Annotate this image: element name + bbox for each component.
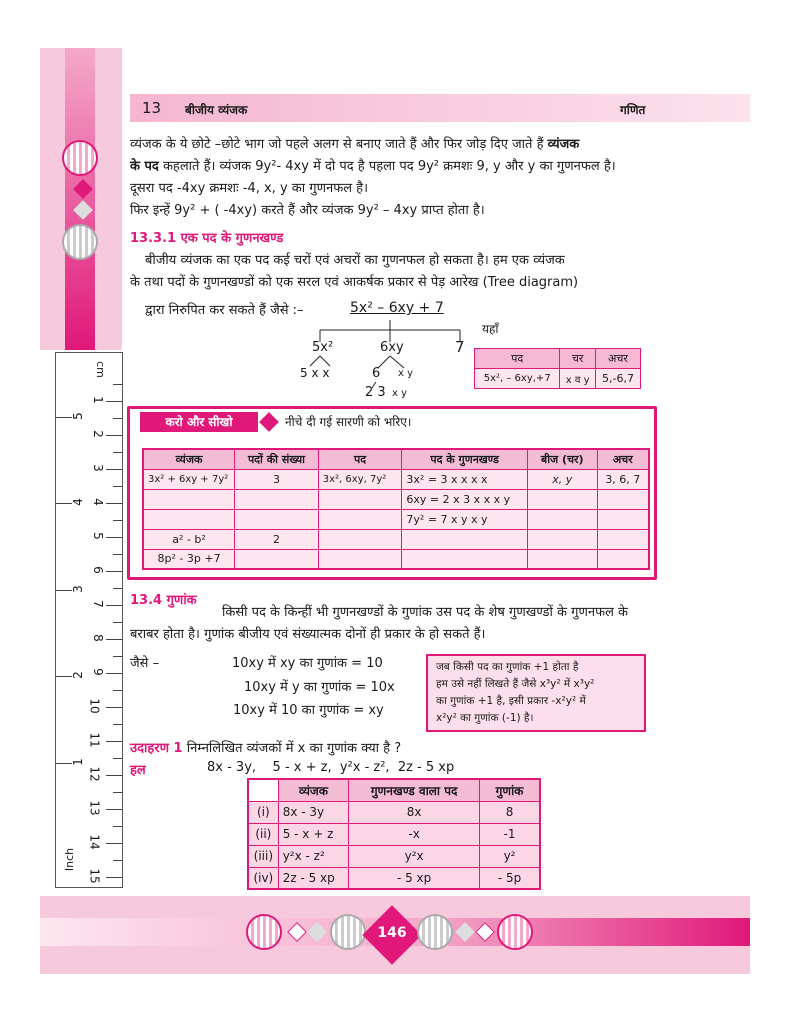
table-cell [143, 489, 235, 509]
table-row [143, 549, 649, 569]
section-heading-134: 13.4 गुणांक [130, 593, 197, 608]
ruler-cm-number: 1 [91, 396, 106, 404]
tree-lines [300, 318, 480, 398]
table-cell [235, 549, 319, 569]
note-box [426, 654, 646, 732]
note-line: जब किसी पद का गुणांक +1 होता है [436, 661, 579, 673]
table-header-cell: पद [475, 349, 560, 369]
small-table [474, 348, 641, 389]
ruler-cm-number: 10 [87, 698, 102, 714]
ruler-cm-tick [106, 877, 122, 878]
coef-example-2: 10xy में y का गुणांक = 10x [244, 680, 395, 695]
example-expressions: 8x - 3y, 5 - x + z, y²x - z², 2z - 5 xp [207, 760, 455, 775]
s134-line1: किसी पद के किन्हीं भी गुणनखण्डों के गुणांक उस पद के शेष गुणखण्डों के गुणनफल के [222, 605, 629, 620]
coef-example-3: 10xy में 10 का गुणांक = xy [233, 703, 384, 718]
ruler-image [55, 352, 123, 888]
chapter-title: बीजीय व्यंजक [185, 103, 248, 117]
table-cell: 8x [349, 801, 480, 823]
para1-line4: फिर इन्हें 9y² + ( -4xy) करते हैं और व्यंजक 9y² – 4xy प्राप्त होता है। [130, 203, 485, 218]
ruler-cm-number: 3 [91, 464, 106, 472]
table-cell: 8 [480, 801, 540, 823]
ruler-cm-tick [106, 537, 122, 538]
example1-header [130, 738, 401, 756]
table-cell: (ii) [248, 823, 278, 845]
tree-node-6xy: 6xy [380, 340, 404, 355]
table-cell: 6xy = 2 x 3 x x x y [402, 489, 527, 509]
table-cell: 8x - 3y [278, 801, 348, 823]
ruler-half-tick [113, 452, 122, 453]
table-cell: 5x², – 6xy,+7 [475, 369, 560, 389]
note-line: x²y² का गुणांक (-1) है। [436, 712, 534, 724]
ruler-cm-tick [106, 809, 122, 810]
para1-line1-bold: व्यंजक [547, 137, 580, 152]
section-134-text [130, 602, 750, 646]
ruler-cm-tick [106, 401, 122, 402]
table-header-cell: पद [318, 449, 402, 469]
table-cell: y²x [349, 845, 480, 867]
coef-example-1: 10xy में xy का गुणांक = 10 [232, 656, 383, 671]
ruler-inch-number: 5 [70, 412, 85, 420]
table-cell [235, 489, 319, 509]
ball-icon [497, 914, 533, 950]
table-cell: 3x² = 3 x x x x [402, 469, 527, 489]
ruler-cm-number: 8 [91, 634, 106, 642]
table-cell: -x [349, 823, 480, 845]
ruler-cm-tick [106, 469, 122, 470]
ruler-cm-tick [106, 605, 122, 606]
table-cell: - 5 xp [349, 867, 480, 889]
karo-instruction: नीचे दी गई सारणी को भरिए। [285, 415, 412, 429]
ruler-half-tick [113, 758, 122, 759]
table-cell: 3x² + 6xy + 7y² [143, 469, 235, 489]
example-table [247, 778, 541, 890]
example-label: उदाहरण 1 [130, 741, 183, 756]
table-cell: 8p² - 3p +7 [143, 549, 235, 569]
table-cell [143, 509, 235, 529]
ruler-cm-number: 14 [87, 834, 102, 850]
ruler-cm-number: 5 [91, 532, 106, 540]
ruler-inch-number: 4 [70, 498, 85, 507]
note-line: का गुणांक +1 है, इसी प्रकार -x²y² में [436, 695, 586, 707]
tree-leaf-xy: x y [398, 368, 414, 379]
hal-label: हल [130, 763, 146, 778]
chapter-number: 13 [142, 99, 162, 117]
table-header-cell: चर [560, 349, 596, 369]
table-cell: y² [480, 845, 540, 867]
table-cell: -1 [480, 823, 540, 845]
table-cell [235, 509, 319, 529]
table-cell [402, 549, 527, 569]
table-cell: a² - b² [143, 529, 235, 549]
jaise-label: जैसे – [130, 656, 160, 671]
s1331-line3: द्वारा निरुपित कर सकते हैं जैसे :– [145, 303, 304, 318]
ruler-cm-tick [106, 503, 122, 504]
ruler-cm-tick [106, 741, 122, 742]
ruler-cm-number: 15 [87, 868, 102, 884]
table-row [248, 779, 540, 801]
table-cell [597, 529, 649, 549]
table-header-cell [248, 779, 278, 801]
table-cell: y²x - z² [278, 845, 348, 867]
karo-label: करो और सीखो [140, 412, 258, 432]
note-line: हम उसे नहीं लिखते हैं जैसे x³y² में x³y² [436, 678, 595, 690]
table-cell [527, 509, 597, 529]
table-cell [597, 549, 649, 569]
ruler-cm-tick [106, 775, 122, 776]
para1-line2: कहलाते हैं। व्यंजक 9y²- 4xy में दो पद है पहला पद 9y² क्रमशः 9, y और y का गुणनफल है। [162, 159, 616, 174]
ruler-inch-tick [56, 763, 72, 764]
s1331-line2: के तथा पदों के गुणनखण्डों को एक सरल एवं आकर्षक प्रकार से पेड़ आरेख (Tree diagram) [130, 275, 579, 290]
table-cell [402, 529, 527, 549]
ruler-cm-number: 2 [91, 430, 106, 438]
table-cell: x, y [527, 469, 597, 489]
ruler-cm-tick [106, 435, 122, 436]
table-row [143, 449, 649, 469]
left-decor-bar [65, 48, 95, 350]
ruler-inch-label: Inch [63, 847, 77, 872]
table-row [143, 529, 649, 549]
ruler-cm-tick [106, 639, 122, 640]
ruler-half-tick [113, 486, 122, 487]
table-cell: (i) [248, 801, 278, 823]
table-cell: 7y² = 7 x y x y [402, 509, 527, 529]
ruler-cm-tick [106, 673, 122, 674]
s1331-line1: बीजीय व्यंजक का एक पद कई चरों एवं अचरों का गुणनफल हो सकता है। हम एक व्यंजक [145, 253, 565, 268]
ruler-half-tick [113, 418, 122, 419]
table-cell [318, 549, 402, 569]
tree-node-5x2: 5x² [312, 340, 334, 355]
ruler-cm-number: 11 [87, 732, 102, 748]
table-header-cell: व्यंजक [143, 449, 235, 469]
table-cell: 3 [235, 469, 319, 489]
ruler-cm-number: 13 [87, 800, 102, 816]
table-row [143, 489, 649, 509]
para1-line2-bold: के पद [130, 159, 159, 174]
ruler-cm-number: 4 [91, 498, 106, 506]
ruler-cm-tick [106, 707, 122, 708]
table-cell [527, 529, 597, 549]
table-cell: (iii) [248, 845, 278, 867]
ruler-inch-tick [56, 676, 72, 677]
para1-line1: व्यंजक के ये छोटे –छोटे भाग जो पहले अलग से बनाए जाते हैं और फिर जोड़ दिए जाते हैं [130, 137, 544, 152]
table-cell: x व y [560, 369, 596, 389]
ruler-inch-number: 3 [70, 584, 85, 593]
table-cell: 5 - x + z [278, 823, 348, 845]
table-cell [318, 489, 402, 509]
ruler-half-tick [113, 724, 122, 725]
table-header-cell: अचर [597, 449, 649, 469]
para1 [130, 134, 750, 222]
tree-leaf-23: 2 3 [365, 385, 386, 400]
ruler-half-tick [113, 622, 122, 623]
tree-root: 5x² – 6xy + 7 [350, 300, 444, 316]
ruler-cm-label: cm [93, 361, 107, 378]
ruler-inch-number: 2 [70, 671, 85, 680]
tree-leaf-xy2: x y [392, 388, 408, 399]
ball-icon [330, 914, 366, 950]
table-header-cell: बीज (चर) [527, 449, 597, 469]
ruler-inch-tick [56, 417, 72, 418]
table-cell: 2z - 5 xp [278, 867, 348, 889]
ruler-cm-number: 6 [91, 566, 106, 574]
table-cell [318, 529, 402, 549]
section-1331-text [130, 250, 750, 294]
table-cell: 3, 6, 7 [597, 469, 649, 489]
table-header-cell: अचर [595, 349, 640, 369]
table-cell [527, 549, 597, 569]
karo-table [142, 448, 650, 570]
tree-node-7: 7 [455, 338, 465, 356]
table-row [248, 801, 540, 823]
table-row [475, 369, 641, 389]
ball-icon [62, 140, 98, 176]
ruler-cm-tick [106, 571, 122, 572]
table-cell [597, 489, 649, 509]
ruler-half-tick [113, 588, 122, 589]
ruler-half-tick [113, 826, 122, 827]
table-cell: - 5p [480, 867, 540, 889]
yahan-label: यहाँ [482, 322, 499, 336]
table-row [143, 469, 649, 489]
section-heading-1331: 13.3.1 एक पद के गुणनखण्ड [130, 231, 284, 246]
table-cell [318, 509, 402, 529]
table-cell [597, 509, 649, 529]
table-row [248, 845, 540, 867]
ruler-inch-tick [56, 590, 72, 591]
ruler-half-tick [113, 690, 122, 691]
s134-line2: बराबर होता है। गुणांक बीजीय एवं संख्यात्मक दोनों ही प्रकार के हो सकते हैं। [130, 627, 486, 642]
ruler-cm-number: 12 [87, 766, 102, 782]
table-header-cell: पदों की संख्या [235, 449, 319, 469]
ruler-half-tick [113, 520, 122, 521]
ruler-inch-number: 1 [70, 757, 85, 766]
table-header-cell: गुणनखण्ड वाला पद [349, 779, 480, 801]
ruler-cm-number: 7 [91, 600, 106, 608]
ball-icon [62, 224, 98, 260]
para1-line3: दूसरा पद -4xy क्रमशः -4, x, y का गुणनफल है। [130, 181, 368, 196]
table-row [248, 823, 540, 845]
tree-leaf-6: 6 [372, 366, 381, 381]
ruler-half-tick [113, 656, 122, 657]
table-cell [527, 489, 597, 509]
ruler-half-tick [113, 554, 122, 555]
table-cell: (iv) [248, 867, 278, 889]
ruler-inch-tick [56, 503, 72, 504]
table-row [475, 349, 641, 369]
ruler-half-tick [113, 384, 122, 385]
tree-leaf-5xx: 5 x x [300, 366, 330, 380]
ruler-cm-number: 9 [91, 668, 106, 676]
table-header-cell: व्यंजक [278, 779, 348, 801]
table-header-cell: पद के गुणनखण्ड [402, 449, 527, 469]
table-row [248, 867, 540, 889]
table-cell: 5,-6,7 [595, 369, 640, 389]
example-question: निम्नलिखित व्यंजकों में x का गुणांक क्या है ? [186, 741, 402, 756]
table-row [143, 509, 649, 529]
ball-icon [246, 914, 282, 950]
table-cell: 3x², 6xy, 7y² [318, 469, 402, 489]
table-cell: 2 [235, 529, 319, 549]
page-number: 146 [377, 925, 407, 941]
ruler-half-tick [113, 792, 122, 793]
ruler-cm-tick [106, 843, 122, 844]
ruler-half-tick [113, 860, 122, 861]
table-header-cell: गुणांक [480, 779, 540, 801]
ball-icon [417, 914, 453, 950]
subject-title: गणित [620, 103, 646, 117]
